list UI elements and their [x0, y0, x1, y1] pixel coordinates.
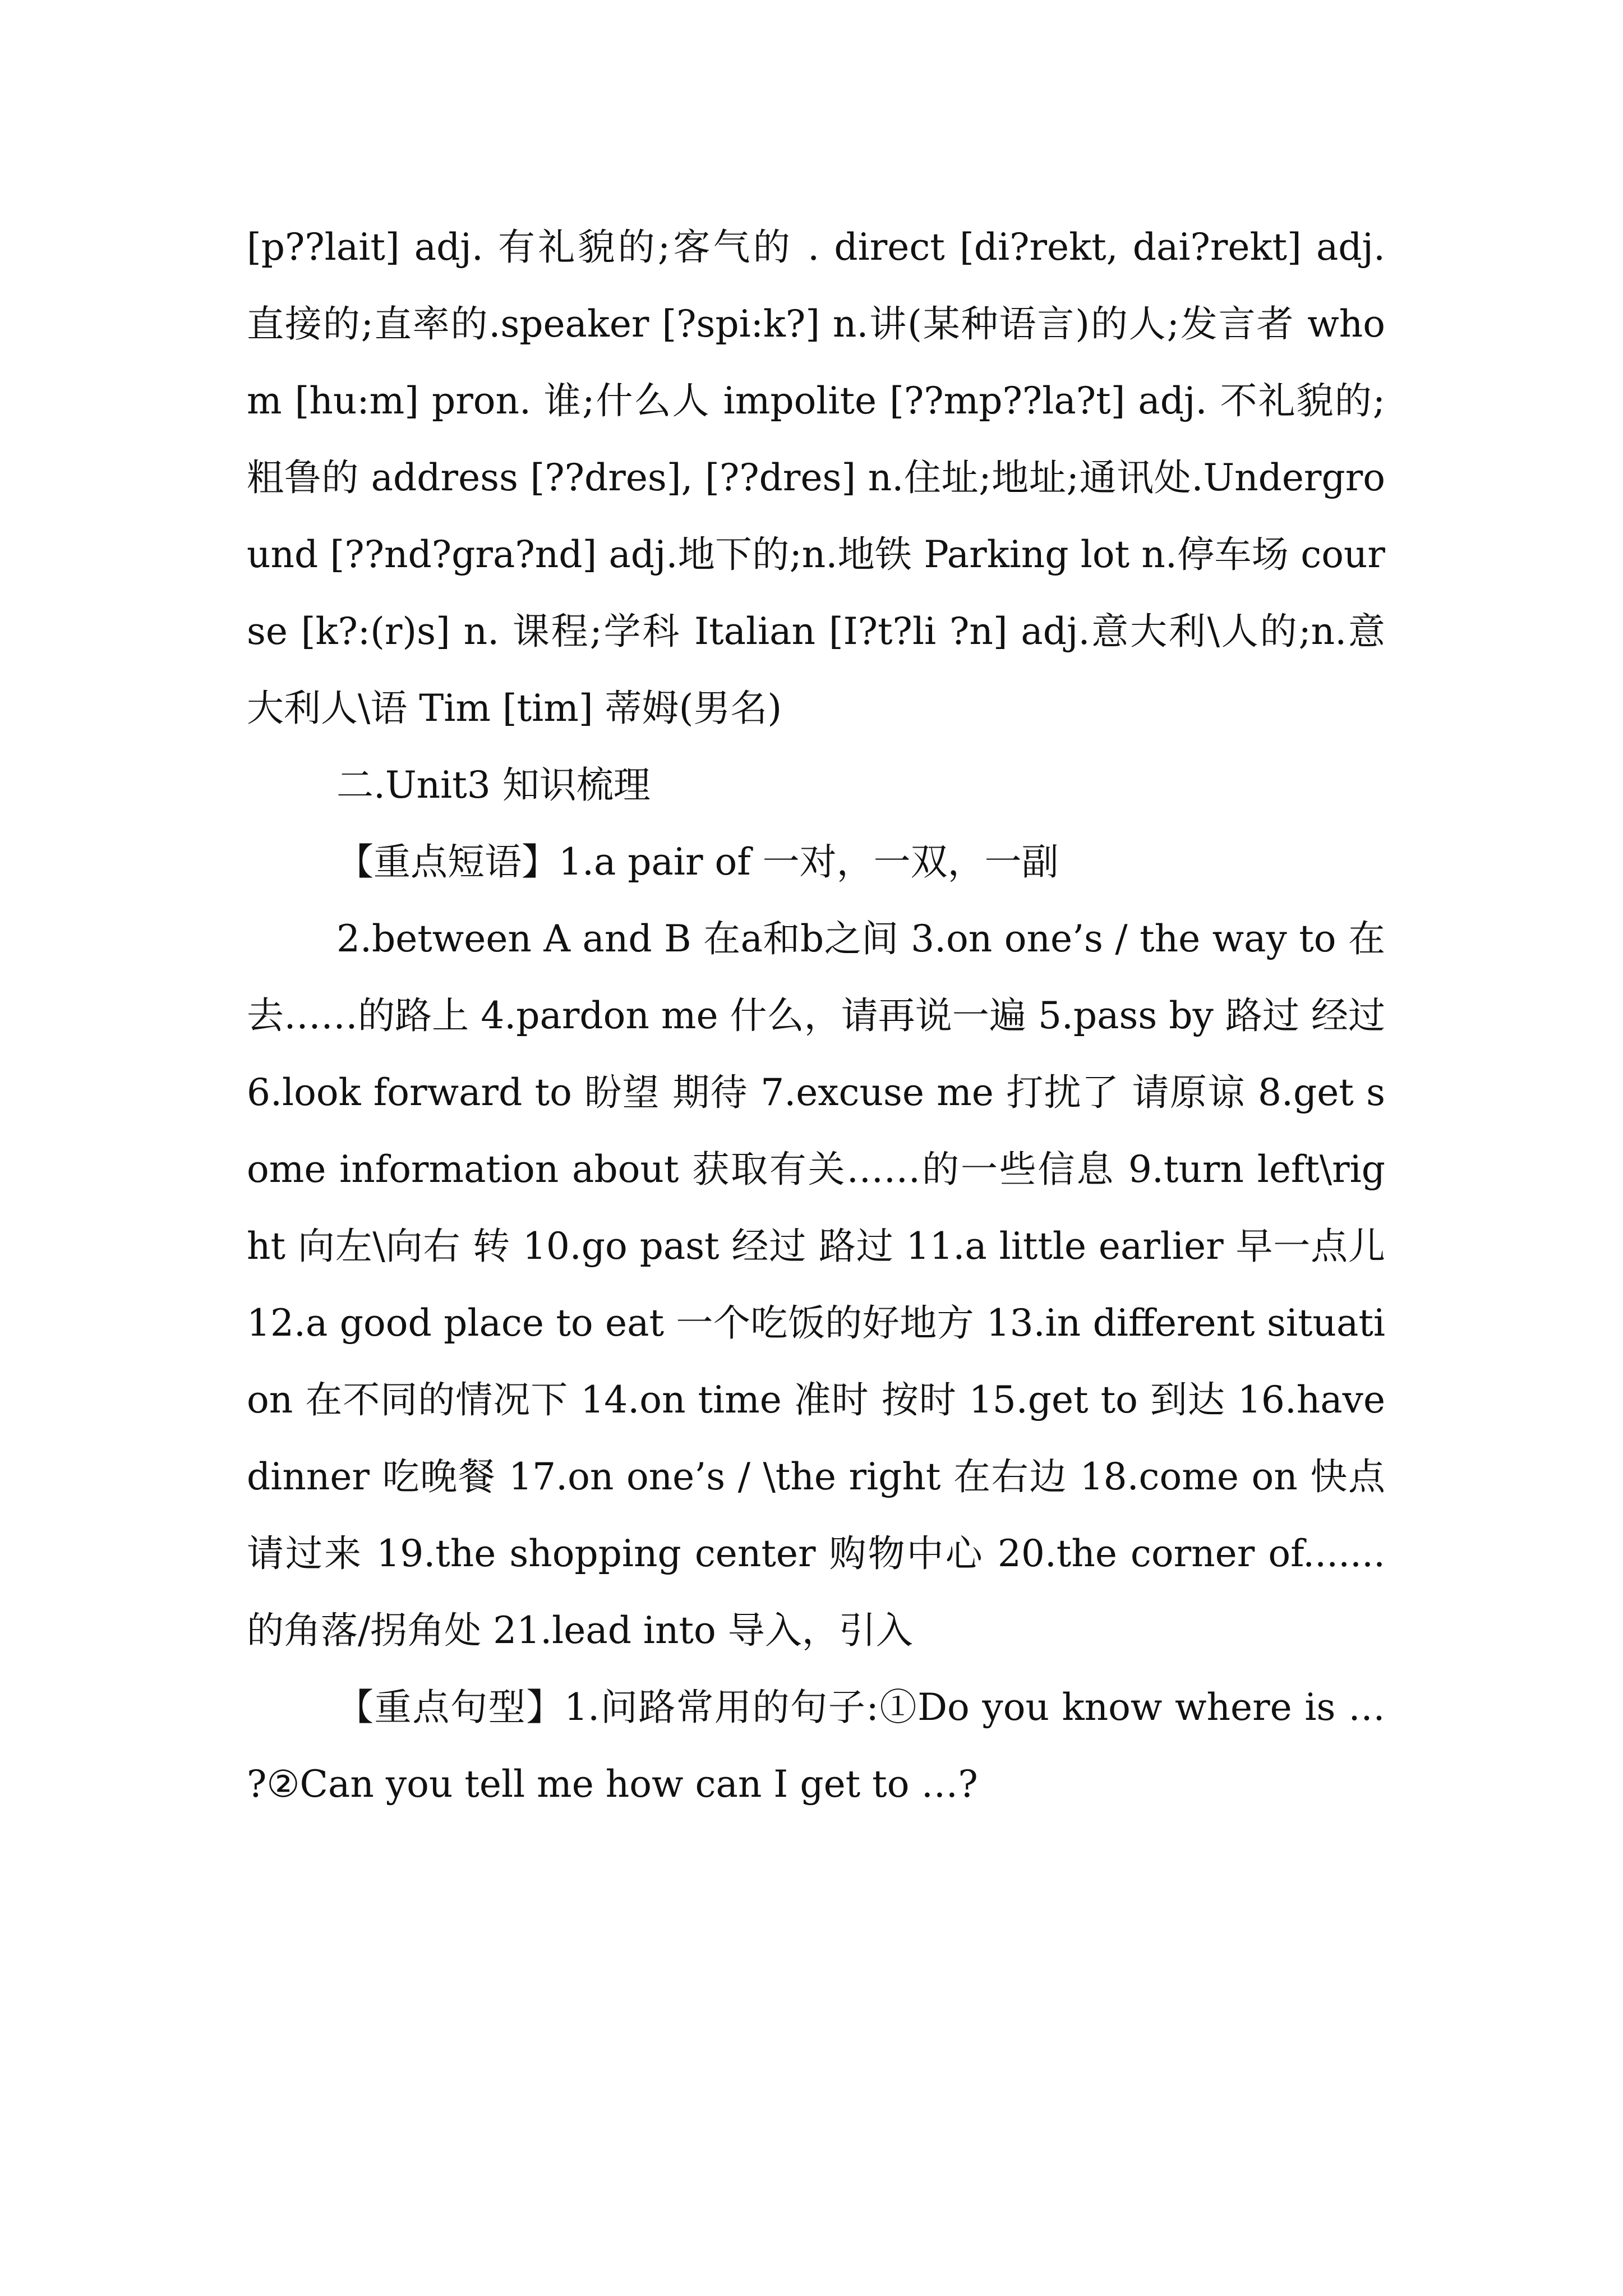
- key-phrases-first-item: 1.a pair of 一对，一双，一副: [559, 840, 1059, 884]
- vocabulary-paragraph: [p??lait] adj. 有礼貌的;客气的 . direct [di?rekt, dai?rekt] adj. 直接的;直率的.speaker [?spi:k?] n.讲(某种语言)的人;发言者 whom [hu:m] pron. 谁;什么人 impolite [??mp??la?t] adj. 不礼貌的;粗鲁的 address [??dres], [??dres] n.住址;地址;通讯处.Underground [??nd?gra?nd] adj.地下的;n.地铁 Parking lot n.停车场 course [k?:(r)s] n. 课程;学科 Italian [I?t?li ?n] adj.意大利\人的;n.意大利人\语 Tim [tim] 蒂姆(男名): [247, 226, 1385, 730]
- key-phrases-heading: [247, 823, 1385, 900]
- key-sentences-label: 【重点句型】: [336, 1686, 565, 1729]
- key-sentences-paragraph: [247, 1669, 1385, 1823]
- key-sentences-text: 1.问路常用的句子:①Do you know where is … ?②Can you tell me how can I get to …?: [247, 1686, 1385, 1806]
- key-phrases-list: 2.between A and B 在a和b之间 3.on one’s / the way to 在去……的路上 4.pardon me 什么，请再说一遍 5.pass by 路过 经过 6.look forward to 盼望 期待 7.excuse me 打扰了 请原谅 8.get some information about 获取有关……的一些信息 9.turn left\right 向左\向右 转 10.go past 经过 路过 11.a little earlier 早一点儿 12.a good place to eat 一个吃饭的好地方 13.in different situation 在不同的情况下 14.on time 准时 按时 15.get to 到达 16.have dinner 吃晚餐 17.on one’s / \the right 在右边 18.come on 快点 请过来 19.the shopping center 购物中心 20.the corner of....... 的角落/拐角处 21.lead into 导入，引入: [247, 917, 1385, 1652]
- key-phrases-label: 【重点短语】: [336, 840, 559, 884]
- document-body: [247, 209, 1385, 1823]
- section-heading: 二.Unit3 知识梳理: [336, 763, 651, 807]
